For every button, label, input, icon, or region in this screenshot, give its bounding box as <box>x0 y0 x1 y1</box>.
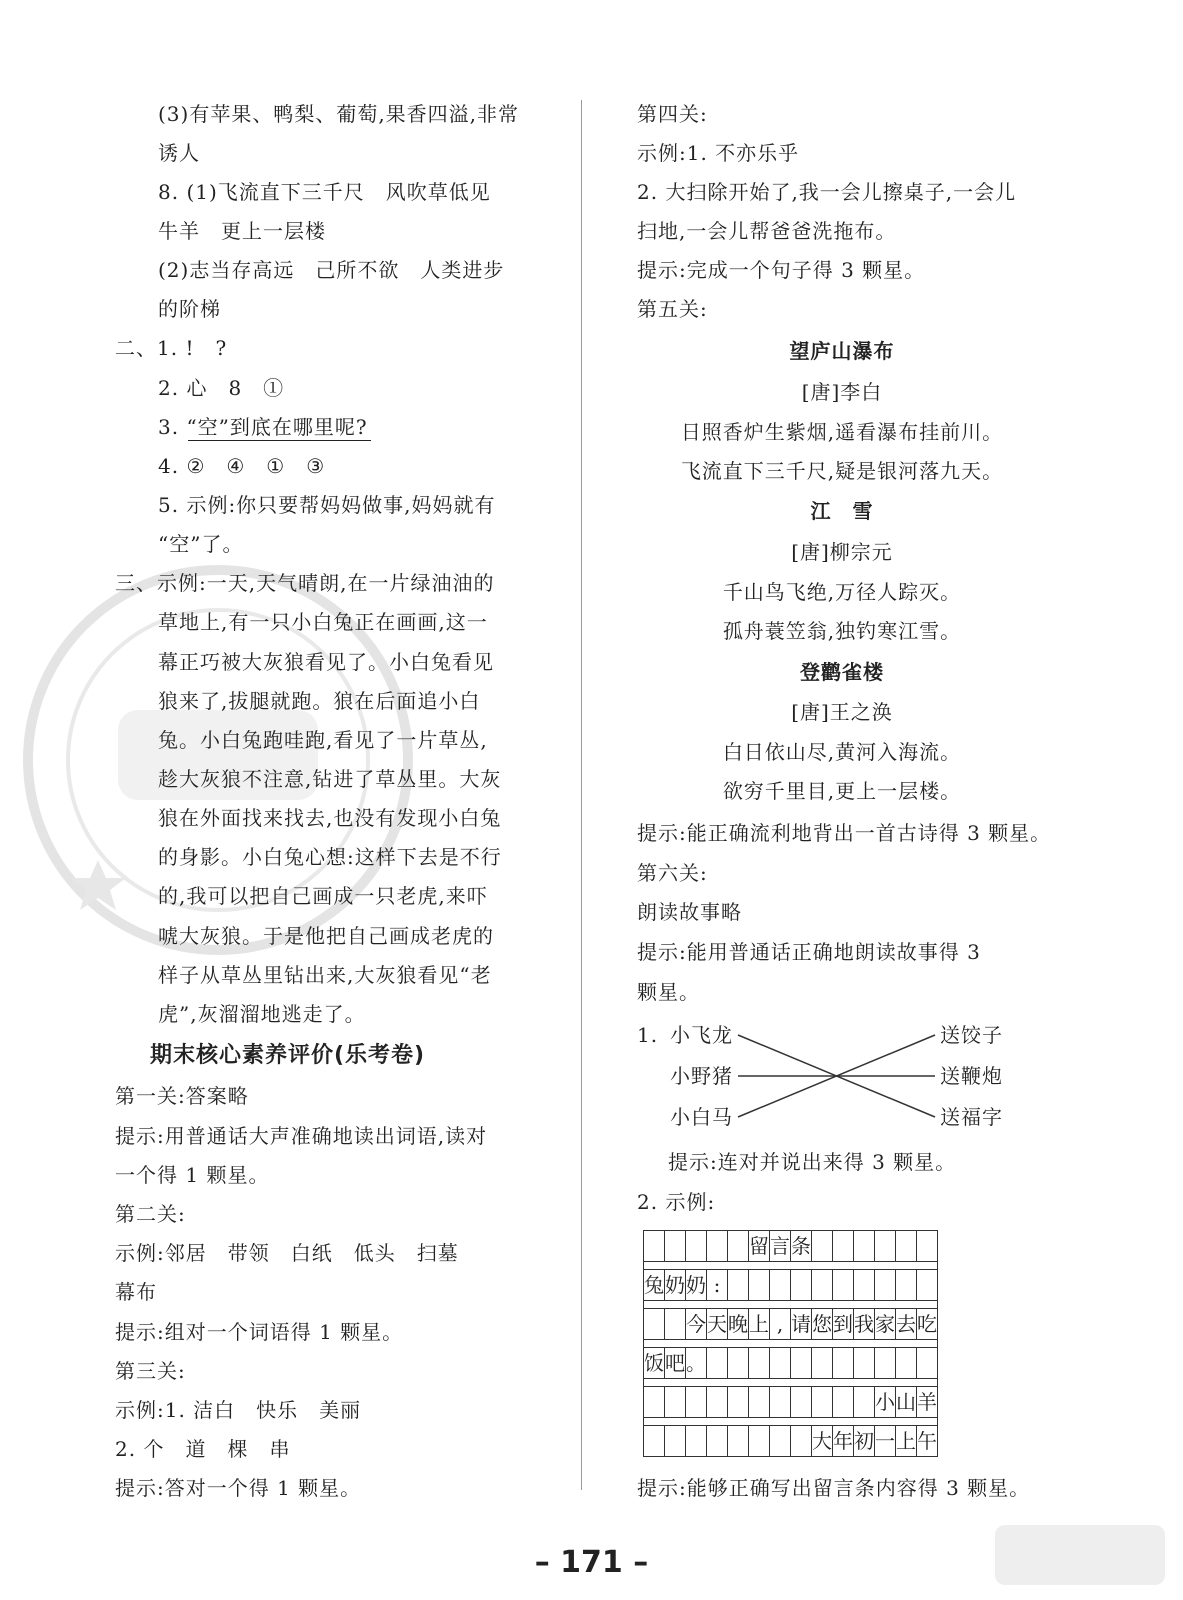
grid-spacer-cell <box>665 1301 686 1309</box>
grid-cell <box>791 1426 812 1457</box>
grid-spacer-cell <box>728 1418 749 1426</box>
text-line: 3. “空”到底在哪里呢? <box>158 415 368 439</box>
text-line: 幕正巧被大灰狼看见了。小白兔看见 <box>158 650 494 674</box>
match-lines <box>660 1020 1040 1130</box>
grid-cell: 晚 <box>728 1309 749 1340</box>
grid-cell <box>707 1231 728 1262</box>
grid-cell: 吧 <box>665 1348 686 1379</box>
grid-spacer-cell <box>833 1262 854 1270</box>
grid-cell: 上 <box>896 1426 917 1457</box>
grid-cell <box>665 1387 686 1418</box>
grid-cell <box>686 1426 707 1457</box>
grid-spacer-cell <box>875 1301 896 1309</box>
text-line: 第六关: <box>637 861 708 885</box>
grid-cell: 午 <box>917 1426 938 1457</box>
grid-cell <box>728 1426 749 1457</box>
text-line: “空”了。 <box>158 532 244 556</box>
grid-spacer-cell <box>644 1262 665 1270</box>
grid-spacer-cell <box>812 1340 833 1348</box>
grid-spacer-cell <box>707 1418 728 1426</box>
grid-spacer-cell <box>791 1379 812 1387</box>
grid-spacer-cell <box>833 1418 854 1426</box>
match-left-item: 小飞龙 <box>670 1023 733 1047</box>
text-line: 提示:用普通话大声准确地读出词语,读对 <box>115 1124 488 1148</box>
text-line: 示例:邻居 带领 白纸 低头 扫墓 <box>115 1241 459 1265</box>
grid-spacer-cell <box>686 1379 707 1387</box>
grid-cell <box>812 1270 833 1301</box>
grid-spacer-cell <box>749 1262 770 1270</box>
grid-cell <box>917 1270 938 1301</box>
grid-cell <box>749 1270 770 1301</box>
grid-spacer-cell <box>770 1340 791 1348</box>
grid-spacer-cell <box>812 1301 833 1309</box>
poem-line: 千山鸟飞绝,万径人踪灭。 <box>722 580 962 604</box>
grid-cell <box>707 1387 728 1418</box>
grid-spacer-cell <box>665 1340 686 1348</box>
grid-cell: 大 <box>812 1426 833 1457</box>
grid-spacer-cell <box>896 1340 917 1348</box>
text-line: 提示:连对并说出来得 3 颗星。 <box>668 1150 957 1174</box>
grid-spacer-cell <box>686 1418 707 1426</box>
text-line: (3)有苹果、鸭梨、葡萄,果香四溢,非常 <box>158 102 520 126</box>
grid-cell <box>791 1387 812 1418</box>
grid-spacer-cell <box>728 1340 749 1348</box>
grid-spacer-cell <box>896 1418 917 1426</box>
grid-spacer-cell <box>749 1301 770 1309</box>
text-line: 提示:组对一个词语得 1 颗星。 <box>115 1320 404 1344</box>
grid-cell: 一 <box>875 1426 896 1457</box>
grid-spacer-cell <box>770 1301 791 1309</box>
text-line: 趁大灰狼不注意,钻进了草丛里。大灰 <box>158 767 502 791</box>
text-line: 牛羊 更上一层楼 <box>158 219 326 243</box>
grid-cell <box>770 1426 791 1457</box>
grid-cell <box>896 1348 917 1379</box>
grid-cell <box>665 1231 686 1262</box>
grid-cell <box>833 1231 854 1262</box>
grid-spacer-cell <box>833 1379 854 1387</box>
grid-cell: 羊 <box>917 1387 938 1418</box>
grid-spacer-cell <box>665 1379 686 1387</box>
grid-cell <box>854 1387 875 1418</box>
grid-cell <box>875 1270 896 1301</box>
grid-cell: 请 <box>791 1309 812 1340</box>
grid-spacer-cell <box>896 1262 917 1270</box>
grid-row <box>644 1231 938 1262</box>
grid-spacer-cell <box>644 1418 665 1426</box>
grid-spacer-cell <box>917 1379 938 1387</box>
grid-spacer-cell <box>791 1262 812 1270</box>
text-line: 三、示例:一天,天气晴朗,在一片绿油油的 <box>115 571 495 595</box>
grid-cell: 饭 <box>644 1348 665 1379</box>
grid-cell: 家 <box>875 1309 896 1340</box>
poem-line: 日照香炉生紫烟,遥看瀑布挂前川。 <box>680 420 1004 444</box>
grid-cell <box>770 1387 791 1418</box>
page-number: – 171 – <box>534 1545 649 1580</box>
grid-cell <box>665 1426 686 1457</box>
match-left-item: 小野猪 <box>670 1064 733 1088</box>
text-line: 诱人 <box>158 141 200 165</box>
grid-cell: 年 <box>833 1426 854 1457</box>
grid-cell: 言 <box>770 1231 791 1262</box>
grid-cell: 上 <box>749 1309 770 1340</box>
match-right-item: 送福字 <box>940 1105 1003 1129</box>
grid-spacer <box>644 1340 938 1348</box>
text-line: 第三关: <box>115 1359 186 1383</box>
column-divider <box>581 100 582 1490</box>
grid-spacer-cell <box>833 1340 854 1348</box>
grid-cell <box>854 1270 875 1301</box>
grid-cell <box>728 1231 749 1262</box>
grid-spacer-cell <box>686 1301 707 1309</box>
grid-spacer-cell <box>770 1262 791 1270</box>
text-line: 唬大灰狼。于是他把自己画成老虎的 <box>158 924 494 948</box>
poem-author: [唐]柳宗元 <box>791 540 893 564</box>
grid-spacer-cell <box>770 1379 791 1387</box>
grid-cell <box>644 1387 665 1418</box>
grid-cell: 我 <box>854 1309 875 1340</box>
text-line: 的阶梯 <box>158 297 221 321</box>
match-right-item: 送鞭炮 <box>940 1064 1003 1088</box>
poem-title: 望庐山瀑布 <box>789 339 895 363</box>
grid-cell <box>896 1231 917 1262</box>
grid-cell <box>854 1348 875 1379</box>
grid-row <box>644 1270 938 1301</box>
grid-spacer-cell <box>728 1379 749 1387</box>
text-line: 虎”,灰溜溜地逃走了。 <box>158 1002 366 1026</box>
grid-cell: 留 <box>749 1231 770 1262</box>
grid-spacer-cell <box>728 1301 749 1309</box>
grid-cell: 条 <box>791 1231 812 1262</box>
text-line: 颗星。 <box>637 980 700 1004</box>
text-line: 的身影。小白兔心想:这样下去是不行 <box>158 845 502 869</box>
watermark-logo <box>990 1515 1175 1595</box>
grid-cell <box>644 1231 665 1262</box>
grid-spacer-cell <box>707 1262 728 1270</box>
grid-spacer-cell <box>749 1340 770 1348</box>
grid-spacer-cell <box>854 1418 875 1426</box>
grid-spacer-cell <box>854 1340 875 1348</box>
text-line: 提示:答对一个得 1 颗星。 <box>115 1476 362 1500</box>
grid-cell <box>833 1348 854 1379</box>
message-grid <box>643 1230 938 1457</box>
grid-cell <box>644 1309 665 1340</box>
grid-cell <box>686 1387 707 1418</box>
grid-spacer-cell <box>812 1262 833 1270</box>
grid-cell <box>791 1348 812 1379</box>
grid-spacer-cell <box>791 1418 812 1426</box>
grid-spacer-cell <box>707 1301 728 1309</box>
grid-cell: 兔 <box>644 1270 665 1301</box>
text-line: 第五关: <box>637 297 708 321</box>
grid-cell <box>917 1231 938 1262</box>
grid-cell <box>707 1426 728 1457</box>
grid-spacer-cell <box>770 1418 791 1426</box>
grid-cell: 奶 <box>665 1270 686 1301</box>
text-line: 二、1. ! ? <box>115 336 228 360</box>
grid-cell: 去 <box>896 1309 917 1340</box>
text-line: 第四关: <box>637 102 708 126</box>
grid-cell <box>854 1231 875 1262</box>
text-line: 4. ② ④ ① ③ <box>158 454 326 478</box>
grid-spacer <box>644 1379 938 1387</box>
grid-spacer-cell <box>707 1379 728 1387</box>
grid-spacer <box>644 1418 938 1426</box>
text-line: (2)志当存高远 己所不欲 人类进步 <box>158 258 505 282</box>
text-line: 草地上,有一只小白兔正在画画,这一 <box>158 610 488 634</box>
grid-spacer-cell <box>917 1262 938 1270</box>
grid-cell <box>749 1426 770 1457</box>
grid-cell <box>665 1309 686 1340</box>
grid-row <box>644 1348 938 1379</box>
text-line: 提示:能够正确写出留言条内容得 3 颗星。 <box>637 1476 1031 1500</box>
grid-spacer-cell <box>749 1418 770 1426</box>
text-line: 第一关:答案略 <box>115 1084 249 1108</box>
grid-cell: 小 <box>875 1387 896 1418</box>
grid-spacer-cell <box>707 1340 728 1348</box>
grid-cell <box>770 1348 791 1379</box>
grid-cell <box>875 1231 896 1262</box>
grid-spacer-cell <box>896 1379 917 1387</box>
grid-cell <box>728 1387 749 1418</box>
text-line: 提示:能正确流利地背出一首古诗得 3 颗星。 <box>637 821 1052 845</box>
text-line: 一个得 1 颗星。 <box>115 1163 270 1187</box>
text-line: 扫地,一会儿帮爸爸洗拖布。 <box>637 219 897 243</box>
grid-cell: 天 <box>707 1309 728 1340</box>
grid-spacer-cell <box>665 1418 686 1426</box>
grid-spacer-cell <box>686 1262 707 1270</box>
grid-row <box>644 1387 938 1418</box>
grid-cell: : <box>707 1270 728 1301</box>
grid-spacer-cell <box>917 1301 938 1309</box>
grid-spacer-cell <box>686 1340 707 1348</box>
text-line: 提示:完成一个句子得 3 颗星。 <box>637 258 926 282</box>
grid-row <box>644 1309 938 1340</box>
poem-line: 欲穷千里目,更上一层楼。 <box>722 779 962 803</box>
text-line: 幕布 <box>115 1280 157 1304</box>
grid-cell <box>896 1270 917 1301</box>
grid-cell <box>812 1231 833 1262</box>
grid-cell <box>791 1270 812 1301</box>
grid-spacer-cell <box>644 1340 665 1348</box>
grid-spacer-cell <box>665 1262 686 1270</box>
grid-spacer-cell <box>833 1301 854 1309</box>
text-line: 狼在外面找来找去,也没有发现小白兔 <box>158 806 502 830</box>
text-line: 8. (1)飞流直下三千尺 风吹草低见 <box>158 180 491 204</box>
text-line: 样子从草丛里钻出来,大灰狼看见“老 <box>158 963 492 987</box>
grid-cell <box>686 1231 707 1262</box>
poem-line: 飞流直下三千尺,疑是银河落九天。 <box>680 459 1004 483</box>
grid-cell: 。 <box>686 1348 707 1379</box>
text-line: 2. 大扫除开始了,我一会儿擦桌子,一会儿 <box>637 180 1017 204</box>
grid-cell: 初 <box>854 1426 875 1457</box>
grid-cell <box>728 1270 749 1301</box>
grid-cell <box>833 1387 854 1418</box>
text-line: 5. 示例:你只要帮妈妈做事,妈妈就有 <box>158 493 496 517</box>
match-right-item: 送饺子 <box>940 1023 1003 1047</box>
grid-spacer-cell <box>917 1340 938 1348</box>
grid-spacer-cell <box>875 1262 896 1270</box>
poem-title: 登鹳雀楼 <box>800 660 884 684</box>
grid-spacer-cell <box>749 1379 770 1387</box>
grid-cell <box>707 1348 728 1379</box>
poem-title: 江 雪 <box>810 499 874 523</box>
text-line: 2. 心 8 ① <box>158 376 285 400</box>
grid-spacer-cell <box>728 1262 749 1270</box>
grid-cell <box>812 1348 833 1379</box>
grid-row <box>644 1426 938 1457</box>
grid-spacer <box>644 1262 938 1270</box>
text-line: 示例:1. 不亦乐乎 <box>637 141 800 165</box>
grid-cell <box>644 1426 665 1457</box>
grid-spacer-cell <box>812 1379 833 1387</box>
grid-cell <box>875 1348 896 1379</box>
grid-cell: 山 <box>896 1387 917 1418</box>
grid-cell <box>917 1348 938 1379</box>
grid-spacer-cell <box>875 1340 896 1348</box>
poem-line: 白日依山尽,黄河入海流。 <box>722 740 962 764</box>
grid-cell: 您 <box>812 1309 833 1340</box>
grid-cell: 到 <box>833 1309 854 1340</box>
grid-cell: , <box>770 1309 791 1340</box>
grid-spacer-cell <box>644 1301 665 1309</box>
text-line: 兔。小白兔跑哇跑,看见了一片草丛, <box>158 728 488 752</box>
grid-spacer-cell <box>896 1301 917 1309</box>
section-title: 期末核心素养评价(乐考卷) <box>150 1043 426 1068</box>
grid-spacer-cell <box>812 1418 833 1426</box>
grid-cell <box>749 1387 770 1418</box>
text-line: 狼来了,拔腿就跑。狼在后面追小白 <box>158 689 481 713</box>
grid-spacer-cell <box>917 1418 938 1426</box>
poem-line: 孤舟蓑笠翁,独钓寒江雪。 <box>722 619 962 643</box>
grid-cell <box>749 1348 770 1379</box>
grid-spacer-cell <box>644 1379 665 1387</box>
underline <box>188 440 371 441</box>
grid-cell: 今 <box>686 1309 707 1340</box>
text-line: 2. 个 道 棵 串 <box>115 1437 291 1461</box>
grid-cell <box>812 1387 833 1418</box>
grid-cell: 吃 <box>917 1309 938 1340</box>
grid-cell <box>770 1270 791 1301</box>
grid-spacer <box>644 1301 938 1309</box>
grid-cell: 奶 <box>686 1270 707 1301</box>
poem-author: [唐]王之涣 <box>791 700 893 724</box>
text-line: 朗读故事略 <box>637 900 742 924</box>
text-line: 提示:能用普通话正确地朗读故事得 3 <box>637 940 981 964</box>
match-left-item: 小白马 <box>670 1105 733 1129</box>
grid-spacer-cell <box>854 1301 875 1309</box>
grid-cell <box>728 1348 749 1379</box>
grid-spacer-cell <box>854 1379 875 1387</box>
text-line: 示例:1. 洁白 快乐 美丽 <box>115 1398 362 1422</box>
text-line: 的,我可以把自己画成一只老虎,来吓 <box>158 884 488 908</box>
grid-spacer-cell <box>791 1301 812 1309</box>
grid-cell <box>833 1270 854 1301</box>
text-line: 2. 示例: <box>637 1190 716 1214</box>
grid-spacer-cell <box>875 1418 896 1426</box>
poem-author: [唐]李白 <box>801 380 883 404</box>
grid-spacer-cell <box>854 1262 875 1270</box>
grid-spacer-cell <box>791 1340 812 1348</box>
grid-spacer-cell <box>875 1379 896 1387</box>
text-line: 第二关: <box>115 1202 186 1226</box>
match-number: 1. <box>637 1023 659 1047</box>
